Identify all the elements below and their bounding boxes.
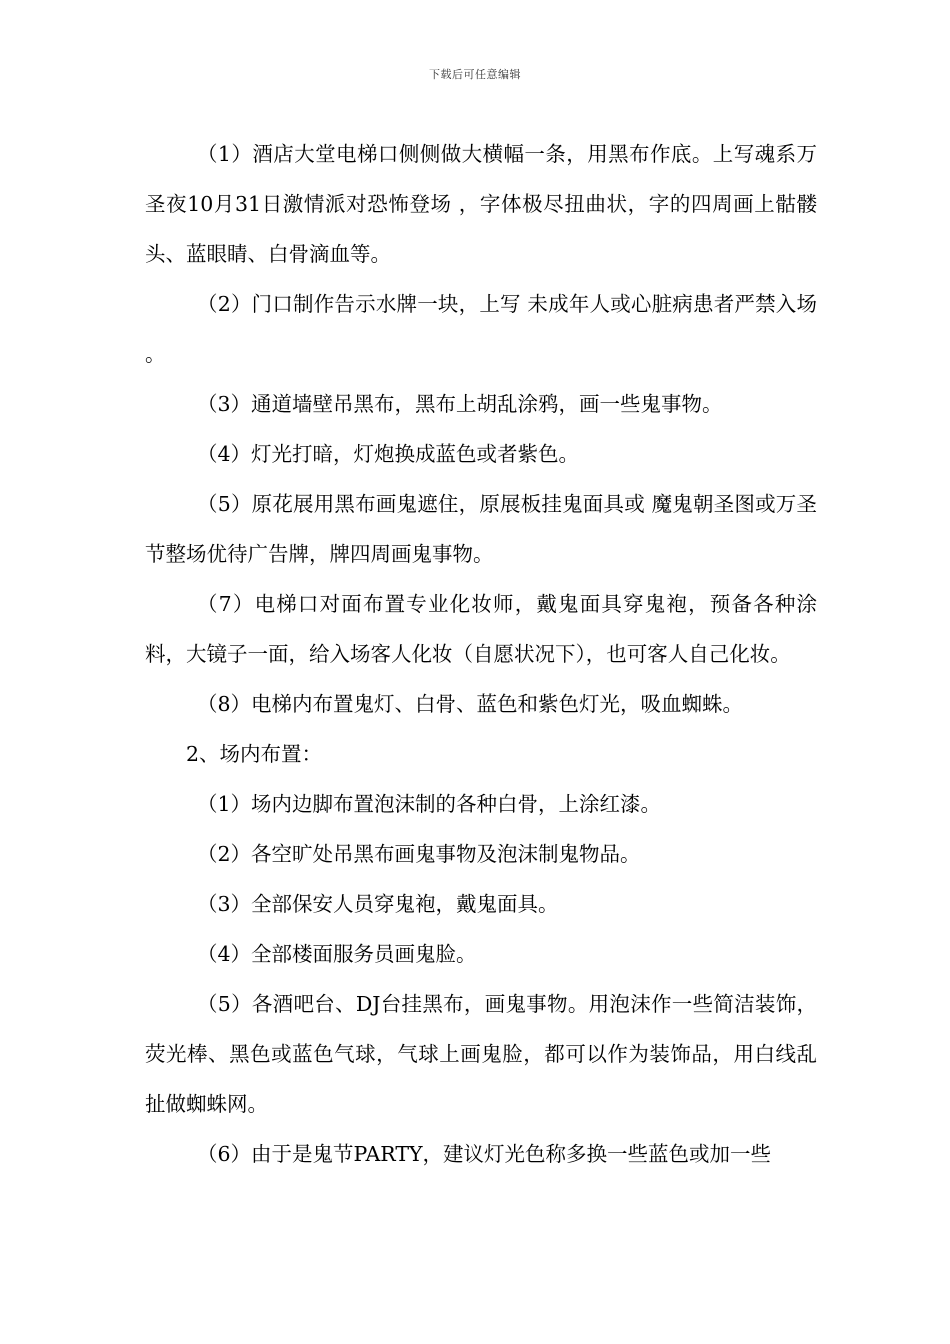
document-body	[145, 129, 817, 1179]
section-heading-venue-layout: 2、场内布置：	[186, 742, 323, 766]
paragraph-floor-staff: （4）全部楼面服务员画鬼脸。	[197, 942, 477, 966]
paragraph-makeup-artist: （7）电梯口对面布置专业化妆师，戴鬼面具穿鬼袍，预备各种涂料，大镜子一面，给入场客人化妆（自愿状况下），也可客人自己化妆。	[145, 592, 817, 666]
paragraph-lobby-banner: （1）酒店大堂电梯口侧侧做大横幅一条，用黑布作底。上写魂系万圣夜10月31日激情派对恐怖登场 ，字体极尽扭曲状，字的四周画上骷髅头、蓝眼睛、白骨滴血等。	[145, 142, 817, 266]
paragraph-lighting: （4）灯光打暗，灯炮换成蓝色或者紫色。	[197, 442, 580, 466]
page-header: 下载后可任意编辑	[429, 68, 521, 81]
paragraph-elevator-decor: （8）电梯内布置鬼灯、白骨、蓝色和紫色灯光，吸血蜘蛛。	[197, 692, 744, 716]
paragraph-party-lighting: （6）由于是鬼节PARTY，建议灯光色称多换一些蓝色或加一些	[197, 1142, 772, 1166]
paragraph-foam-bones: （1）场内边脚布置泡沫制的各种白骨，上涂红漆。	[197, 792, 662, 816]
paragraph-open-areas: （2）各空旷处吊黑布画鬼事物及泡沫制鬼物品。	[197, 842, 641, 866]
paragraph-corridor-wall: （3）通道墙壁吊黑布，黑布上胡乱涂鸦，画一些鬼事物。	[197, 392, 723, 416]
paragraph-entrance-sign: （2）门口制作告示水牌一块，上写 未成年人或心脏病患者严禁入场 。	[145, 292, 817, 366]
paragraph-bar-decor: （5）各酒吧台、DJ台挂黑布，画鬼事物。用泡沫作一些简洁装饰，荧光棒、黑色或蓝色气球，气球上画鬼脸，都可以作为装饰品，用白线乱扯做蜘蛛网。	[145, 992, 817, 1116]
paragraph-display-board: （5）原花展用黑布画鬼遮住，原展板挂鬼面具或 魔鬼朝圣图或万圣节整场优待广告牌，牌四周画鬼事物。	[145, 492, 817, 566]
paragraph-security-staff: （3）全部保安人员穿鬼袍，戴鬼面具。	[197, 892, 559, 916]
